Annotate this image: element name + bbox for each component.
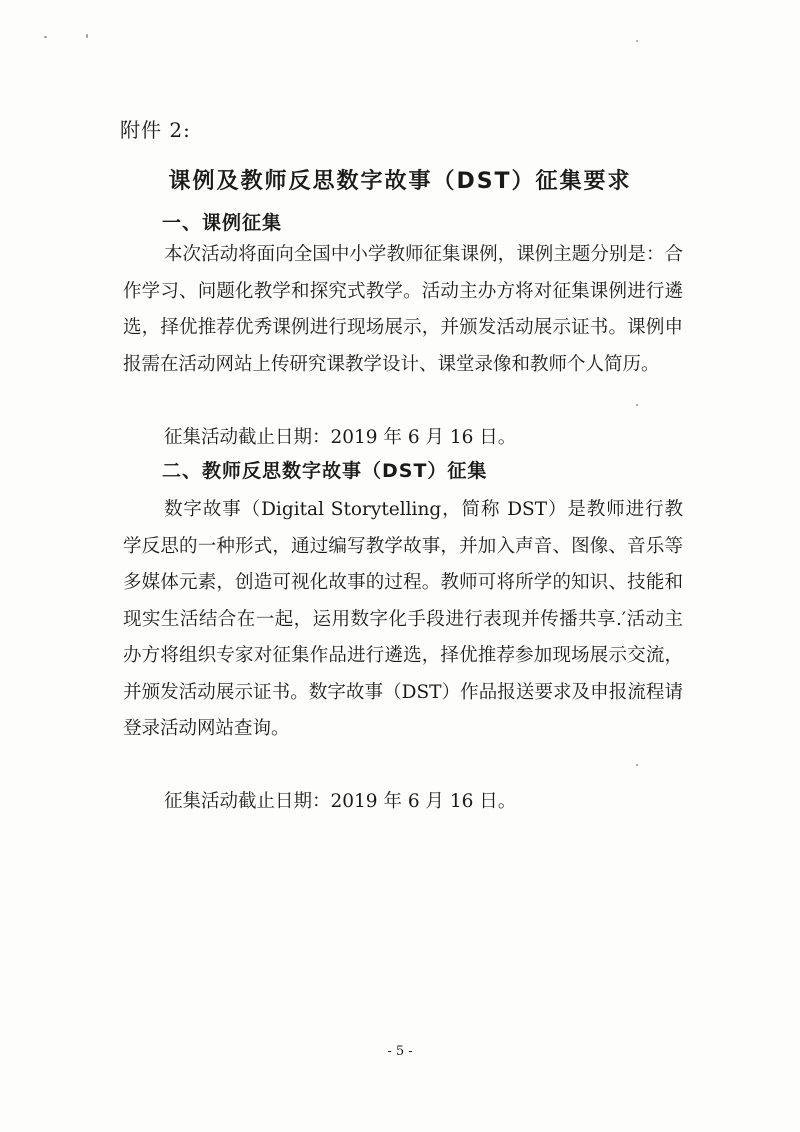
section-2-paragraph-1: 数字故事（Digital Storytelling，简称 DST）是教师进行教学反思的一种形式，通过编写教学故事，并加入声音、图像、音乐等多媒体元素，创造可视化故事的过程。教师可将所学的知识、技能和现实生活结合在一起，运用数字化手段进行表现并传播共享.′活动主办方将组织专家对征集作品进行遴选，择优推荐参加现场展示交流，并颁发活动展示证书。数字故事（DST）作品报送要求及申报流程请登录活动网站查询。 xyxy=(123,499,683,739)
scan-speck xyxy=(636,764,638,766)
attachment-label: 附件 2: xyxy=(120,118,191,142)
section-1-paragraph-1: 本次活动将面向全国中小学教师征集课例，课例主题分别是：合作学习、问题化教学和探究式教学。活动主办方将对征集课例进行遴选，择优推荐优秀课例进行现场展示，并颁发活动展示证书。课例申报需在活动网站上传研究课教学设计、课堂录像和教师个人简历。 xyxy=(123,244,683,375)
page-number: - 5 - xyxy=(387,1044,413,1059)
scan-speck xyxy=(44,36,47,38)
scan-speck xyxy=(86,34,88,38)
scan-speck xyxy=(636,404,638,406)
section-heading-dst-collection: 二、教师反思数字故事（DST）征集 xyxy=(162,460,488,482)
section-1-deadline: 征集活动截止日期：2019 年 6 月 16 日。 xyxy=(164,427,517,448)
document-title: 课例及教师反思数字故事（DST）征集要求 xyxy=(168,169,632,194)
scan-speck xyxy=(636,40,638,42)
section-heading-lesson-collection: 一、课例征集 xyxy=(162,212,283,234)
section-2-deadline: 征集活动截止日期：2019 年 6 月 16 日。 xyxy=(164,791,517,812)
